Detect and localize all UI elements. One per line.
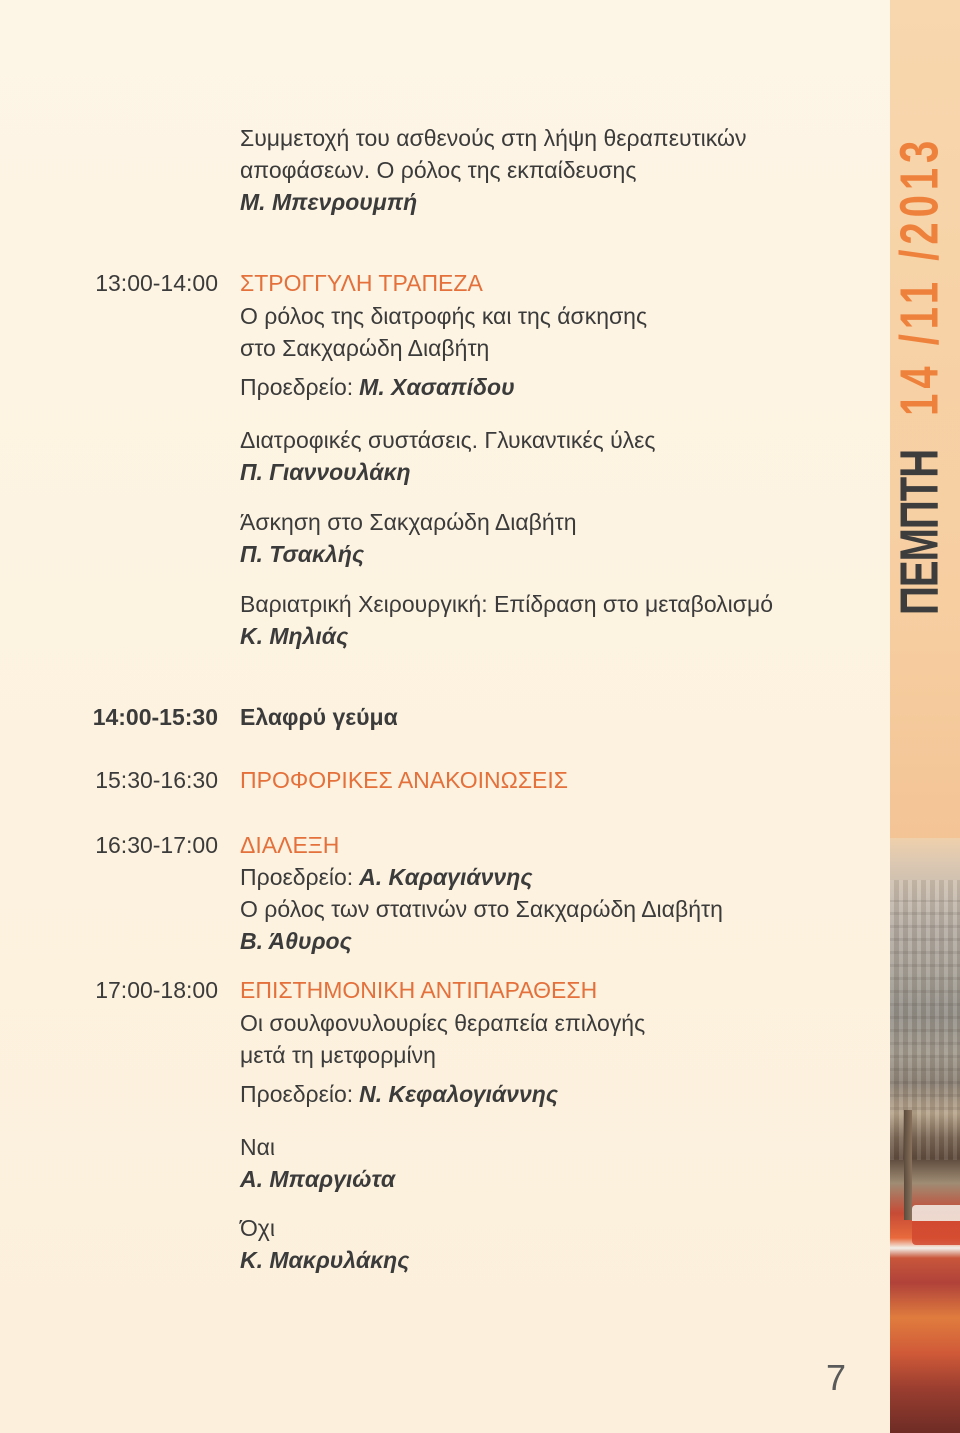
talk-title: Άσκηση στο Σακχαρώδη Διαβήτη xyxy=(240,509,577,535)
debate-chair xyxy=(240,1078,558,1110)
lecture-heading: ΔΙΑΛΕΞΗ xyxy=(240,832,340,858)
harbor-photo-boat xyxy=(912,1205,960,1245)
continuation-title-line-2: αποφάσεων. Ο ρόλος της εκπαίδευσης xyxy=(240,157,637,183)
chair-name: Ν. Κεφαλογιάννης xyxy=(359,1081,559,1107)
round-table-title-line-2: στο Σακχαρώδη Διαβήτη xyxy=(240,335,490,361)
day-date-vertical-label xyxy=(890,135,950,615)
debate-title-line-1: Οι σουλφονυλουρίες θεραπεία επιλογής xyxy=(240,1010,646,1036)
continuation-title-line-1: Συμμετοχή του ασθενούς στη λήψη θεραπευτικών xyxy=(240,125,747,151)
lecture-chair xyxy=(240,861,533,893)
lunch-title: Ελαφρύ γεύμα xyxy=(240,704,398,730)
oral-presentations-time: 15:30-16:30 xyxy=(95,767,218,793)
debate-position-speaker-yes: Α. Μπαργιώτα xyxy=(240,1166,396,1192)
lecture-speaker: Β. Άθυρος xyxy=(240,928,352,954)
harbor-photo-windows xyxy=(890,900,960,1120)
debate-position-speaker-no: Κ. Μακρυλάκης xyxy=(240,1247,410,1273)
lunch-time: 14:00-15:30 xyxy=(92,704,218,730)
debate-position-label-yes: Ναι xyxy=(240,1134,276,1160)
harbor-photo-post xyxy=(904,1110,912,1220)
date-label: 14 /11 /2013 xyxy=(890,135,950,416)
round-table-time: 13:00-14:00 xyxy=(95,270,218,296)
continuation-speaker: Μ. Μπενρουμπή xyxy=(240,189,418,215)
chair-label: Προεδρείο: xyxy=(240,374,354,400)
debate-title-line-2: μετά τη μετφορμίνη xyxy=(240,1042,436,1068)
lecture-title: Ο ρόλος των στατινών στο Σακχαρώδη Διαβήτη xyxy=(240,896,723,922)
chair-label: Προεδρείο: xyxy=(240,864,354,890)
day-label: ΠΕΜΠΤΗ xyxy=(890,449,950,615)
round-table-heading: ΣΤΡΟΓΓΥΛΗ ΤΡΑΠΕΖΑ xyxy=(240,270,483,296)
chair-name: Μ. Χασαπίδου xyxy=(359,374,515,400)
debate-heading: ΕΠΙΣΤΗΜΟΝΙΚΗ ΑΝΤΙΠΑΡΑΘΕΣΗ xyxy=(240,977,598,1003)
page-number: 7 xyxy=(826,1357,847,1398)
oral-presentations-heading: ΠΡΟΦΟΡΙΚΕΣ ΑΝΑΚΟΙΝΩΣΕΙΣ xyxy=(240,767,569,793)
talk-title: Βαριατρική Χειρουργική: Επίδραση στο μεταβολισμό xyxy=(240,591,774,617)
talk-title: Διατροφικές συστάσεις. Γλυκαντικές ύλες xyxy=(240,427,656,453)
round-table-title-line-1: Ο ρόλος της διατροφής και της άσκησης xyxy=(240,303,648,329)
debate-position-label-no: Όχι xyxy=(240,1215,275,1241)
chair-name: Α. Καραγιάννης xyxy=(359,864,533,890)
round-table-chair xyxy=(240,371,515,403)
debate-time: 17:00-18:00 xyxy=(95,977,218,1003)
lecture-time: 16:30-17:00 xyxy=(95,832,218,858)
chair-label: Προεδρείο: xyxy=(240,1081,354,1107)
talk-speaker: Π. Τσακλής xyxy=(240,541,365,567)
talk-speaker: Κ. Μηλιάς xyxy=(240,623,349,649)
talk-speaker: Π. Γιαννουλάκη xyxy=(240,459,411,485)
